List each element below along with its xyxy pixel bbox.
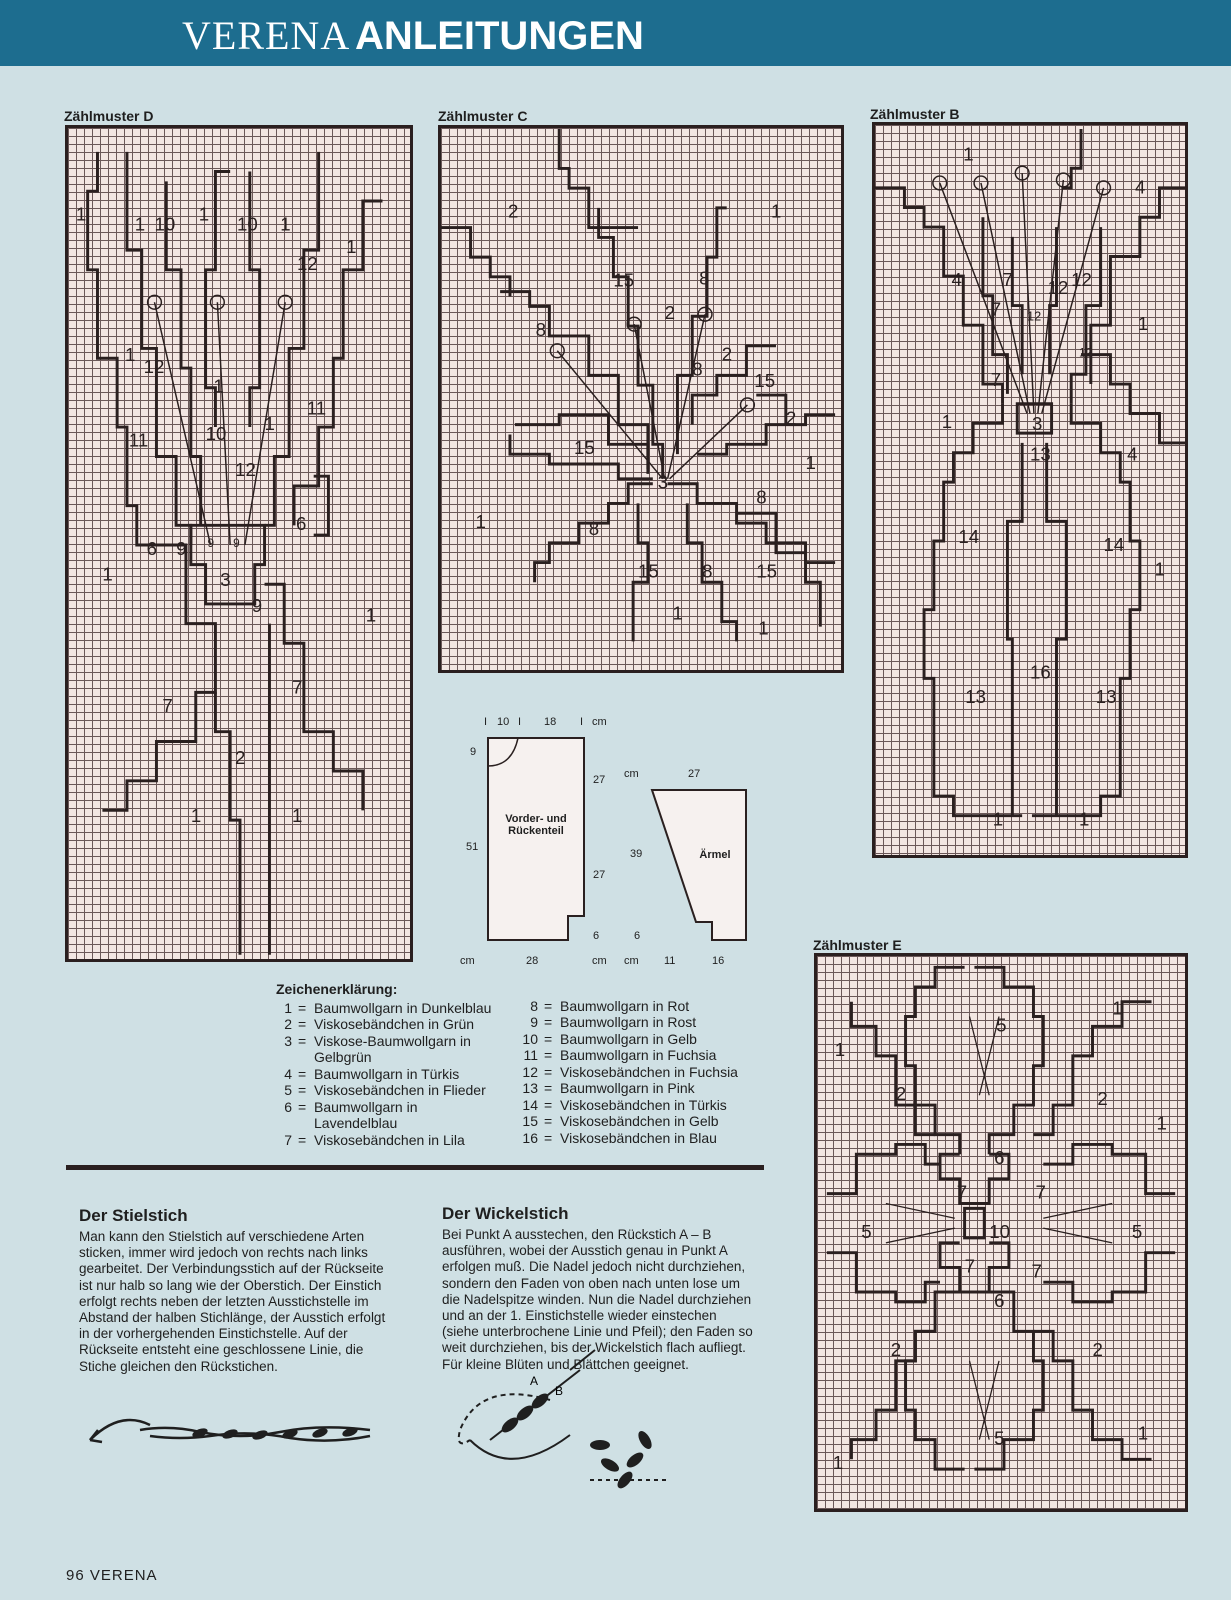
svg-text:7: 7 <box>162 695 173 717</box>
wickelstich-body: Bei Punkt A ausstechen, den Rückstich A – B ausführen, wobei der Ausstich genau in Punkt A erfolgen muß. Die Nadel jedoch nicht durchziehen, sondern den Faden von oben nach unten lose um die Nadelspitze winden. Nun die Nadel durchziehen und an der 1. Einstichstelle wieder einstechen (siehe unterbrochene Linie und Pfeil); den Faden so weit durchziehen, bis der Wickelstich flach aufliegt. Für kleine Blüten und Blättchen geeignet. <box>442 1227 753 1372</box>
legend-entry: 9 = Baumwollgarn in Rost <box>530 1014 697 1030</box>
stielstich-title: Der Stielstich <box>79 1206 188 1225</box>
legend-left-column <box>276 1000 526 1149</box>
legend-entry: 7 = Viskosebändchen in Lila <box>284 1131 465 1148</box>
label-a: A <box>530 1374 539 1388</box>
svg-text:1: 1 <box>125 344 136 366</box>
svg-text:1: 1 <box>292 805 303 827</box>
legend-entry: 6 = Baumwollgarn in Lavendelblau <box>284 1098 418 1131</box>
chart-b-pattern <box>875 125 1185 855</box>
legend-right-column <box>522 998 750 1149</box>
svg-text:1: 1 <box>190 805 202 827</box>
wickelstich-illustration <box>450 1340 690 1490</box>
chart-e-pattern <box>817 956 1185 1509</box>
legend-entry: 8 = Baumwollgarn in Rot <box>530 997 690 1014</box>
legend-entry: 5 = Viskosebändchen in Flieder <box>284 1082 486 1098</box>
dim-right-27a: 27 <box>593 774 606 786</box>
page-footer: 96 VERENA <box>66 1567 158 1584</box>
svg-text:2: 2 <box>507 200 519 222</box>
svg-text:1: 1 <box>1112 997 1123 1019</box>
svg-text:14: 14 <box>1103 533 1125 555</box>
svg-text:6: 6 <box>146 537 158 559</box>
svg-text:16: 16 <box>1030 661 1051 683</box>
svg-text:1: 1 <box>346 236 357 258</box>
svg-text:4: 4 <box>1127 443 1138 465</box>
svg-text:12: 12 <box>296 252 318 274</box>
svg-text:1: 1 <box>475 511 486 533</box>
dim-left-51: 51 <box>466 841 479 853</box>
svg-text:12: 12 <box>235 459 256 481</box>
svg-text:9: 9 <box>176 537 187 559</box>
svg-text:1: 1 <box>834 1038 846 1060</box>
svg-text:1: 1 <box>771 200 782 222</box>
svg-text:13: 13 <box>1095 685 1117 707</box>
svg-text:7: 7 <box>964 1255 975 1277</box>
svg-text:5: 5 <box>861 1220 872 1242</box>
chart-e <box>814 953 1188 1512</box>
svg-text:9: 9 <box>207 536 215 550</box>
svg-text:2: 2 <box>235 747 246 769</box>
svg-text:1: 1 <box>213 375 224 397</box>
svg-text:1: 1 <box>1079 808 1090 830</box>
chart-b-title: Zählmuster B <box>870 106 960 122</box>
dim-top-10: 10 <box>497 716 510 728</box>
wickelstich-title: Der Wickelstich <box>442 1204 569 1223</box>
chart-e-title: Zählmuster E <box>813 937 902 953</box>
dim-left-9: 9 <box>470 746 477 758</box>
legend-entry: 12 = Viskosebändchen in Fuchsia <box>522 1063 738 1080</box>
svg-text:8: 8 <box>588 517 600 539</box>
svg-text:1: 1 <box>75 203 87 225</box>
svg-text:15: 15 <box>574 437 595 459</box>
stielstich-illustration <box>80 1400 400 1460</box>
svg-text:8: 8 <box>692 358 703 380</box>
brand-logo: VERENA <box>182 13 351 58</box>
svg-text:1: 1 <box>758 617 769 639</box>
legend <box>276 981 750 1148</box>
svg-text:7: 7 <box>1035 1181 1046 1203</box>
chart-c <box>438 125 844 673</box>
svg-text:2: 2 <box>1097 1088 1108 1110</box>
svg-text:1: 1 <box>264 412 275 434</box>
svg-text:13: 13 <box>965 685 986 707</box>
sleeve-height-39: 39 <box>630 848 643 860</box>
sleeve-top-27: 27 <box>688 768 701 780</box>
svg-text:6: 6 <box>296 513 307 535</box>
svg-text:7: 7 <box>1002 268 1013 290</box>
stielstich-body: Man kann den Stielstich auf verschiedene Arten sticken, immer wird jedoch von rechts nach links gearbeitet. Der Verbindungsstich auf der Rückseite ist nur halb so lang wie der Oberstich. Der Einstich erfolgt rechts neben der letzten Ausstichstelle im Abstand der halben Stichlänge, der Ausstich erfolgt in der vorhergehenden Einstichstelle. Auf der Rückseite entsteht eine geschlossene Linie, die Stiche gleichen den Rückstichen. <box>79 1229 386 1374</box>
svg-text:4: 4 <box>951 268 962 290</box>
chart-c-title: Zählmuster C <box>438 108 528 124</box>
svg-text:7: 7 <box>990 369 1002 391</box>
sleeve-bottom-11: 11 <box>664 955 676 967</box>
svg-text:12: 12 <box>1071 268 1092 290</box>
svg-text:4: 4 <box>1134 176 1146 198</box>
svg-text:12: 12 <box>1079 346 1093 360</box>
svg-text:1: 1 <box>941 411 953 433</box>
svg-text:6: 6 <box>994 1147 1005 1169</box>
svg-text:7: 7 <box>990 298 1002 320</box>
svg-text:3: 3 <box>220 569 231 591</box>
chart-d-pattern <box>68 128 410 959</box>
front-back-label: Vorder- und Rückenteil <box>505 813 567 837</box>
svg-text:9: 9 <box>251 594 263 616</box>
svg-text:3: 3 <box>657 471 669 493</box>
svg-text:1: 1 <box>198 203 210 225</box>
svg-text:1: 1 <box>672 602 683 624</box>
legend-entry: 10 = Baumwollgarn in Gelb <box>522 1030 697 1047</box>
sleeve-label: Ärmel <box>699 849 731 861</box>
svg-text:7: 7 <box>292 676 303 698</box>
svg-text:2: 2 <box>1092 1338 1103 1360</box>
svg-text:5: 5 <box>1131 1220 1143 1242</box>
svg-text:11: 11 <box>128 429 149 451</box>
svg-text:2: 2 <box>785 407 797 429</box>
svg-text:5: 5 <box>996 1014 1007 1036</box>
dim-top-18: 18 <box>544 716 557 728</box>
chart-b <box>872 122 1188 858</box>
svg-text:8: 8 <box>756 486 767 508</box>
dim-bottom-cm2: cm <box>592 955 607 967</box>
svg-text:2: 2 <box>721 343 733 365</box>
section-divider <box>66 1165 764 1170</box>
svg-text:10: 10 <box>237 213 258 235</box>
svg-text:13: 13 <box>1030 443 1051 465</box>
chart-d <box>65 125 413 962</box>
svg-text:12: 12 <box>143 355 165 377</box>
legend-entry: 15 = Viskosebändchen in Gelb <box>522 1113 719 1129</box>
svg-text:2: 2 <box>895 1083 907 1105</box>
svg-text:15: 15 <box>613 269 635 291</box>
svg-text:1: 1 <box>365 604 377 626</box>
svg-text:10: 10 <box>989 1220 1010 1242</box>
svg-text:2: 2 <box>890 1338 902 1360</box>
svg-text:8: 8 <box>535 318 546 340</box>
svg-text:1: 1 <box>832 1452 844 1474</box>
svg-text:1: 1 <box>134 213 146 235</box>
dim-bottom-28: 28 <box>526 955 539 967</box>
svg-text:1: 1 <box>1137 313 1149 335</box>
legend-entry: 2 = Viskosebändchen in Grün <box>284 1016 475 1032</box>
legend-title: Zeichenerklärung: <box>276 981 398 997</box>
svg-text:12: 12 <box>1027 308 1042 324</box>
svg-text:12: 12 <box>1047 276 1069 298</box>
svg-text:14: 14 <box>958 525 980 547</box>
svg-text:1: 1 <box>1137 1422 1149 1444</box>
svg-text:7: 7 <box>1031 1260 1042 1282</box>
svg-text:1: 1 <box>1154 558 1165 580</box>
svg-text:2: 2 <box>664 302 676 324</box>
legend-entry: 14 = Viskosebändchen in Türkis <box>522 1096 727 1113</box>
svg-text:1: 1 <box>280 213 291 235</box>
svg-text:11: 11 <box>306 397 327 419</box>
svg-text:1: 1 <box>805 451 816 473</box>
sleeve-top-cm: cm <box>624 768 639 780</box>
svg-text:5: 5 <box>994 1427 1005 1449</box>
legend-entry: 13 = Baumwollgarn in Pink <box>522 1080 695 1096</box>
header-bar <box>0 0 1231 66</box>
svg-text:6: 6 <box>994 1289 1005 1311</box>
svg-text:1: 1 <box>992 808 1004 830</box>
svg-text:10: 10 <box>205 422 227 444</box>
svg-text:10: 10 <box>154 213 176 235</box>
svg-text:15: 15 <box>756 560 778 582</box>
svg-text:3: 3 <box>1031 413 1043 435</box>
sleeve-bottom-16: 16 <box>712 955 725 967</box>
legend-entry: 16 = Viskosebändchen in Blau <box>522 1129 717 1146</box>
legend-entry: 1 = Baumwollgarn in Dunkelblau <box>284 999 492 1016</box>
sleeve-side-6: 6 <box>634 930 641 942</box>
sleeve-bottom-cm: cm <box>624 955 639 967</box>
chart-c-pattern <box>441 128 841 670</box>
svg-text:1: 1 <box>1156 1112 1167 1134</box>
chart-d-title: Zählmuster D <box>64 108 154 124</box>
legend-entry: 3 = Viskose-Baumwollgarn in Gelbgrün <box>284 1032 471 1065</box>
dim-right-6: 6 <box>593 930 600 942</box>
dim-top-cm: cm <box>592 716 607 728</box>
svg-text:7: 7 <box>956 1181 968 1203</box>
section-title: ANLEITUNGEN <box>355 14 644 58</box>
dim-right-27b: 27 <box>593 869 606 881</box>
svg-text:15: 15 <box>754 370 776 392</box>
svg-text:1: 1 <box>963 143 974 165</box>
label-b: B <box>555 1384 564 1398</box>
legend-entry: 11 = Baumwollgarn in Fuchsia <box>523 1047 717 1063</box>
svg-text:9: 9 <box>233 536 240 550</box>
schema-outlines <box>480 730 760 960</box>
legend-entry: 4 = Baumwollgarn in Türkis <box>284 1065 460 1082</box>
dim-bottom-cm: cm <box>460 955 475 967</box>
svg-text:1: 1 <box>102 563 113 585</box>
svg-text:15: 15 <box>638 560 659 582</box>
svg-text:8: 8 <box>702 560 713 582</box>
svg-text:8: 8 <box>699 267 710 289</box>
